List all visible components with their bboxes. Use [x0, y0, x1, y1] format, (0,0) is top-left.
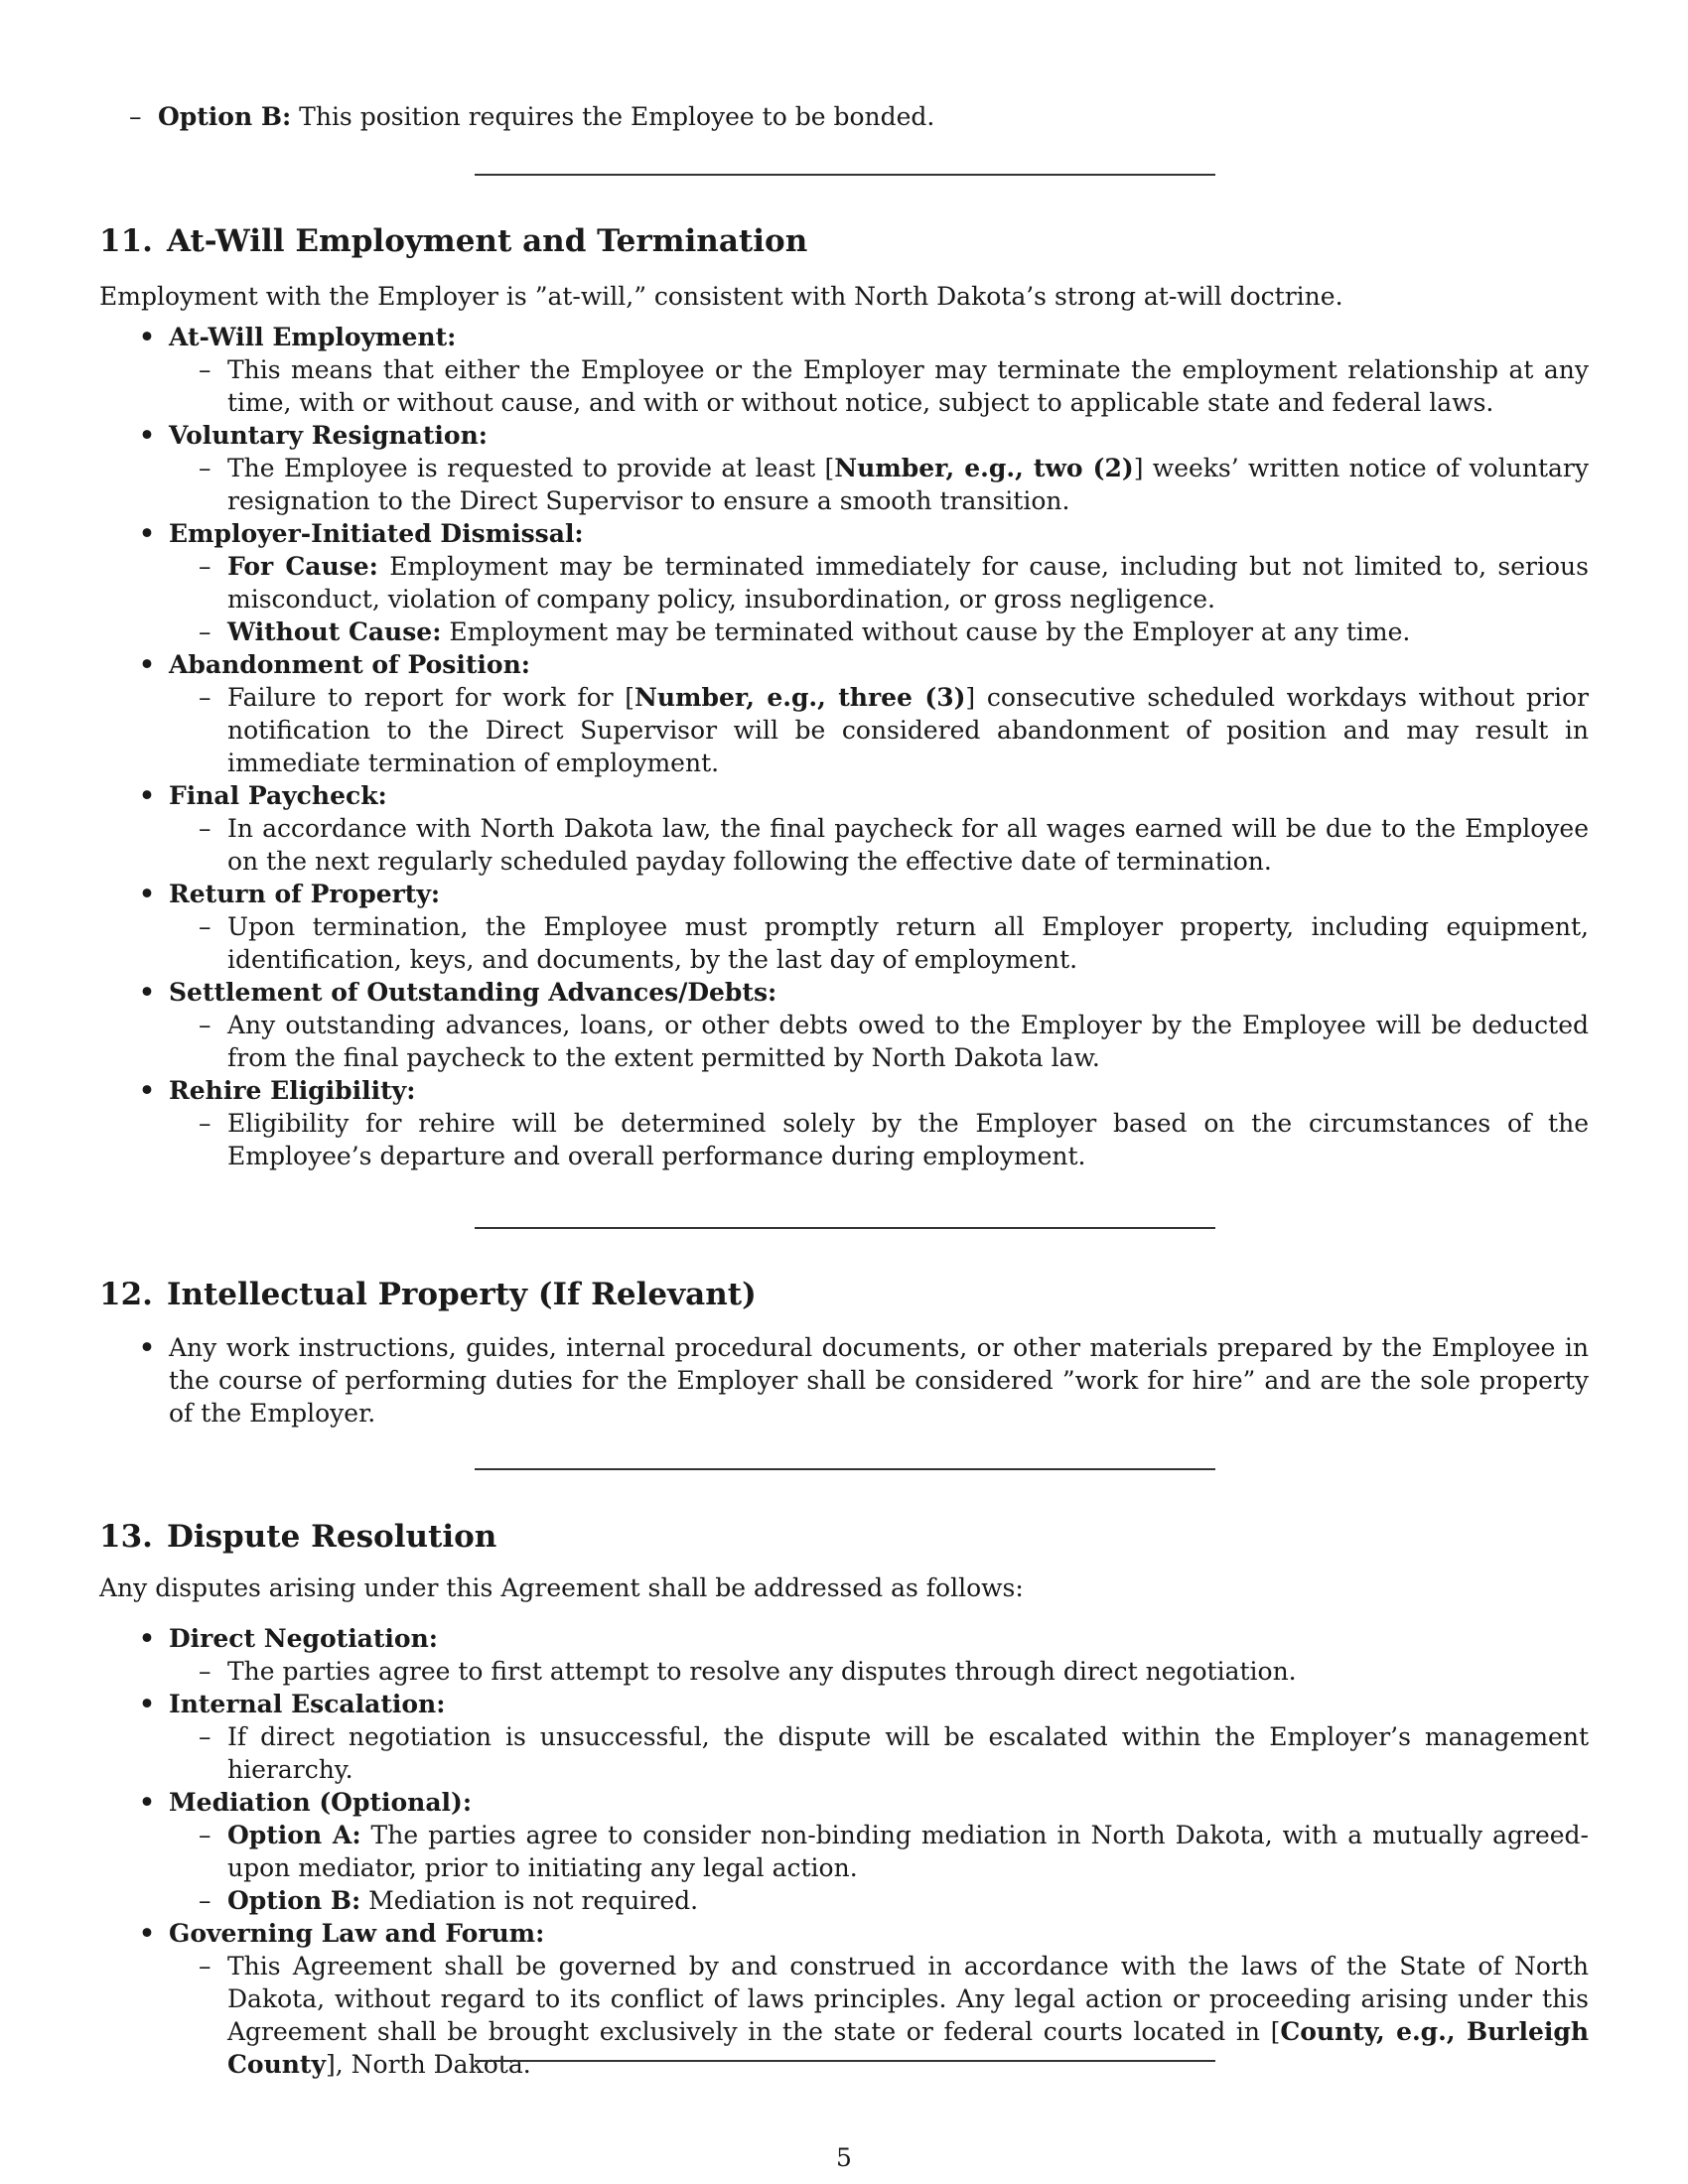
section-body	[99, 1571, 1589, 2081]
dash-marker: –	[199, 814, 211, 843]
dash-marker: –	[199, 1821, 211, 1849]
dash-marker: –	[199, 1886, 211, 1915]
dash-marker: –	[129, 102, 142, 131]
sub-list	[169, 1655, 1589, 1688]
item-text: Any work instructions, guides, internal procedural documents, or other materials prepared by the Employee in the course of performing duties for the Employer shall be considered ”work for hire” and are the sole property of the Employer.	[169, 1333, 1589, 1428]
section-heading	[99, 221, 807, 261]
section-body	[99, 1331, 1589, 1430]
bullet-list	[99, 1331, 1589, 1430]
list-item	[99, 419, 1589, 517]
sub-list	[169, 1720, 1589, 1786]
section-number: 13.	[99, 1519, 153, 1555]
fill-in-placeholder: County, e.g., Burleigh County	[227, 2017, 1590, 2079]
item-text: Any outstanding advances, loans, or other debts owed to the Employer by the Employee will be deducted from the final paycheck to the extent permitted by North Dakota law.	[227, 1011, 1589, 1072]
section-divider	[475, 1227, 1215, 1229]
dash-marker: –	[199, 683, 211, 712]
bullet-marker: •	[139, 1076, 155, 1105]
list-item	[99, 1074, 1589, 1172]
section-title: Dispute Resolution	[166, 1519, 497, 1555]
fill-in-placeholder: Number, e.g., two (2)	[834, 454, 1134, 482]
bullet-marker: •	[139, 1624, 155, 1653]
section-body	[99, 280, 1589, 1172]
item-heading: Rehire Eligibility:	[169, 1076, 416, 1105]
item-text: Employment may be terminated without cause by the Employer at any time.	[441, 617, 1411, 646]
option-text: This position requires the Employee to be bonded.	[291, 102, 935, 131]
list-item	[99, 1331, 1589, 1430]
list-item	[99, 517, 1589, 648]
dash-marker: –	[199, 552, 211, 581]
item-text: Employment may be terminated immediately for cause, including but not limited to, serious misconduct, violation of company policy, insubordination, or gross negligence.	[227, 552, 1589, 614]
bullet-list	[99, 321, 1589, 1172]
bullet-marker: •	[139, 1690, 155, 1718]
sub-list	[169, 353, 1589, 419]
sub-list-item	[169, 615, 1589, 648]
option-label: For Cause:	[227, 552, 378, 581]
item-heading: Return of Property:	[169, 880, 441, 908]
item-heading: Employer-Initiated Dismissal:	[169, 519, 584, 548]
dash-marker: –	[199, 1722, 211, 1751]
sub-list-item	[169, 1884, 1589, 1917]
item-heading: Mediation (Optional):	[169, 1788, 473, 1817]
list-item	[99, 976, 1589, 1074]
section-intro: Employment with the Employer is ”at-will,” consistent with North Dakota’s strong at-will doctrine.	[99, 282, 1343, 311]
option-label: Option B:	[158, 102, 292, 131]
bullet-marker: •	[139, 323, 155, 351]
continued-list	[99, 100, 1589, 133]
option-label: Option B:	[227, 1886, 361, 1915]
sub-list-item	[169, 1819, 1589, 1884]
bullet-marker: •	[139, 519, 155, 548]
list-item	[99, 878, 1589, 976]
item-heading: At-Will Employment:	[169, 323, 457, 351]
section-number: 12.	[99, 1277, 153, 1312]
section-heading	[99, 1517, 496, 1557]
bullet-marker: •	[139, 978, 155, 1007]
sub-list	[169, 681, 1589, 779]
sub-list-item	[169, 452, 1589, 517]
sub-list-item	[169, 812, 1589, 878]
bullet-list	[99, 1622, 1589, 2081]
dash-marker: –	[199, 1011, 211, 1039]
item-heading: Governing Law and Forum:	[169, 1919, 545, 1948]
bullet-marker: •	[139, 781, 155, 810]
item-text: The Employee is requested to provide at least [	[227, 454, 835, 482]
list-item	[99, 321, 1589, 419]
option-label: Without Cause:	[227, 617, 442, 646]
section-heading	[99, 1275, 757, 1314]
item-text: This means that either the Employee or the Employer may terminate the employment relationship at any time, with or without cause, and with or without notice, subject to applicable state and federal laws.	[227, 355, 1589, 417]
section-title: Intellectual Property (If Relevant)	[166, 1277, 757, 1312]
fill-in-placeholder: Number, e.g., three (3)	[634, 683, 966, 712]
item-text: If direct negotiation is unsuccessful, the dispute will be escalated within the Employer’s management hierarchy.	[227, 1722, 1589, 1784]
dash-marker: –	[199, 617, 211, 646]
section-divider	[475, 1468, 1215, 1470]
option-label: Option A:	[227, 1821, 361, 1849]
item-heading: Settlement of Outstanding Advances/Debts:	[169, 978, 777, 1007]
sub-list	[169, 1009, 1589, 1074]
list-item	[99, 1622, 1589, 1688]
dash-marker: –	[199, 454, 211, 482]
list-item	[99, 1786, 1589, 1917]
sub-list-item	[169, 1720, 1589, 1786]
sub-list	[99, 100, 1589, 133]
sub-list	[169, 1107, 1589, 1172]
sub-list-item	[169, 1107, 1589, 1172]
list-item	[99, 648, 1589, 779]
sub-list	[169, 1819, 1589, 1917]
list-item	[99, 779, 1589, 878]
item-heading: Direct Negotiation:	[169, 1624, 439, 1653]
sub-list	[169, 550, 1589, 648]
sub-list-item	[169, 681, 1589, 779]
sub-list-item	[169, 353, 1589, 419]
dash-marker: –	[199, 355, 211, 384]
section-divider	[475, 174, 1215, 176]
item-text: ] weeks’ written notice of voluntary resignation to the Direct Supervisor to ensure a smooth transition.	[227, 454, 1589, 515]
bullet-marker: •	[139, 1333, 155, 1362]
dash-marker: –	[199, 912, 211, 941]
sub-list-item	[169, 550, 1589, 615]
item-heading: Voluntary Resignation:	[169, 421, 489, 450]
item-text: Mediation is not required.	[360, 1886, 699, 1915]
page-number: 5	[836, 2143, 852, 2172]
item-text: In accordance with North Dakota law, the final paycheck for all wages earned will be due to the Employee on the next regularly scheduled payday following the effective date of termination.	[227, 814, 1589, 876]
sub-list	[169, 910, 1589, 976]
sub-list	[169, 452, 1589, 517]
section-title: At-Will Employment and Termination	[166, 223, 808, 259]
item-text: ], North Dakota.	[326, 2050, 531, 2079]
item-text: ] consecutive scheduled workdays without prior notification to the Direct Supervisor will be considered abandonment of position and may result in immediate termination of employment.	[227, 683, 1590, 777]
bullet-marker: •	[139, 421, 155, 450]
item-text: Upon termination, the Employee must promptly return all Employer property, including equipment, identification, keys, and documents, by the last day of employment.	[227, 912, 1589, 974]
item-text: Failure to report for work for [	[227, 683, 635, 712]
list-item	[99, 1917, 1589, 2081]
sub-list-item	[169, 1655, 1589, 1688]
dash-marker: –	[199, 1657, 211, 1686]
item-text: The parties agree to first attempt to resolve any disputes through direct negotiation.	[227, 1657, 1297, 1686]
sub-list	[169, 812, 1589, 878]
item-text: The parties agree to consider non-binding mediation in North Dakota, with a mutually agreed-upon mediator, prior to initiating any legal action.	[227, 1821, 1589, 1882]
bullet-marker: •	[139, 1919, 155, 1948]
item-text: Eligibility for rehire will be determined solely by the Employer based on the circumstances of the Employee’s departure and overall performance during employment.	[227, 1109, 1589, 1170]
bullet-marker: •	[139, 650, 155, 679]
sub-list-item	[169, 910, 1589, 976]
item-heading: Final Paycheck:	[169, 781, 387, 810]
bullet-marker: •	[139, 880, 155, 908]
list-item	[99, 100, 1589, 133]
dash-marker: –	[199, 1109, 211, 1138]
item-heading: Abandonment of Position:	[169, 650, 531, 679]
section-number: 11.	[99, 223, 153, 259]
item-heading: Internal Escalation:	[169, 1690, 446, 1718]
sub-list-item	[169, 1009, 1589, 1074]
section-intro: Any disputes arising under this Agreement shall be addressed as follows:	[99, 1573, 1024, 1602]
dash-marker: –	[199, 1952, 211, 1980]
section-divider	[475, 2060, 1215, 2062]
list-item	[99, 1688, 1589, 1786]
item-text: This Agreement shall be governed by and construed in accordance with the laws of the State of North Dakota, without regard to its conflict of laws principles. Any legal action or proceeding arising under this Agreement shall be brought exclusively in the state or federal courts located in [	[227, 1952, 1589, 2046]
bullet-marker: •	[139, 1788, 155, 1817]
